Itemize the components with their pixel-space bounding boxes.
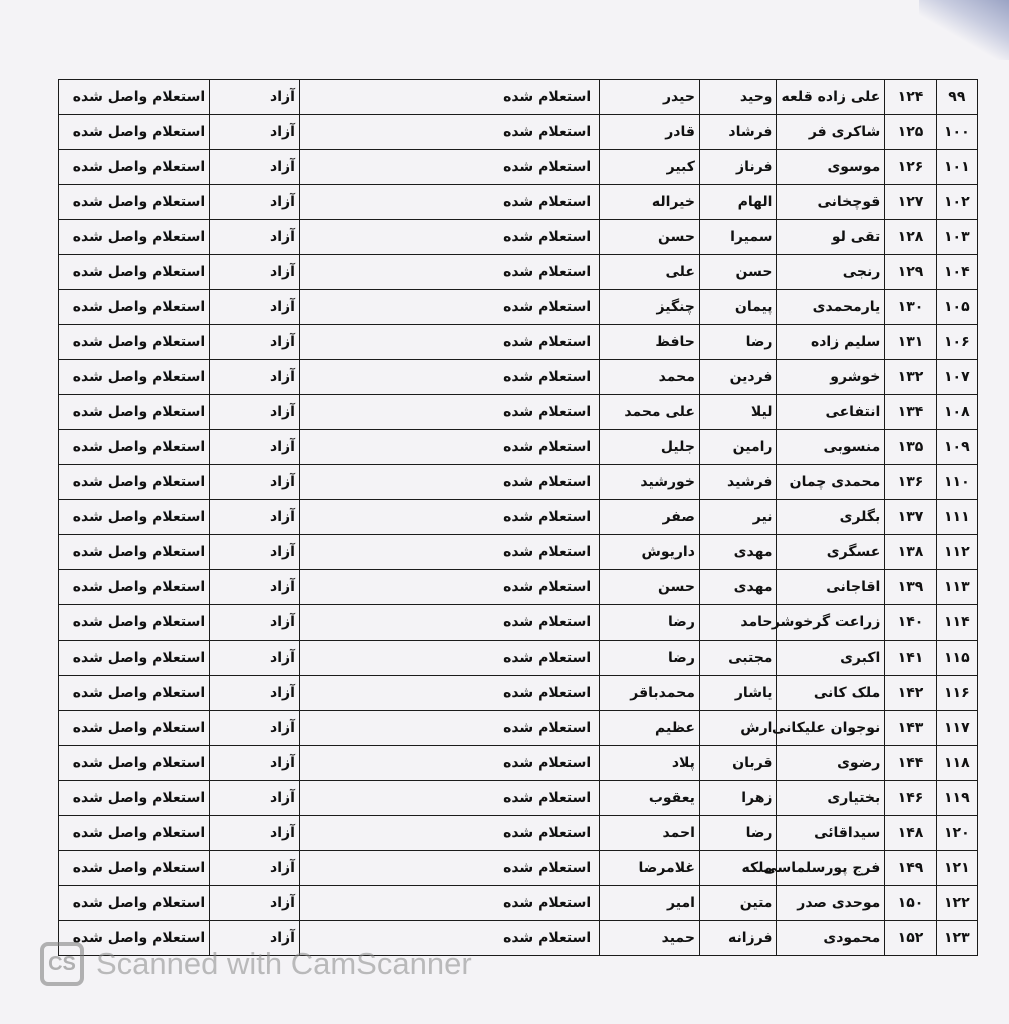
table-row	[59, 395, 978, 430]
table-row	[59, 255, 978, 290]
inquiry-cell: استعلام شده	[299, 290, 599, 325]
code-cell: ۱۴۴	[885, 745, 936, 780]
row-number-cell: ۱۰۲	[936, 185, 977, 220]
father-name-cell: یعقوب	[600, 780, 700, 815]
father-name-cell: حمید	[600, 920, 700, 955]
table-body	[59, 80, 978, 956]
inquiry-cell: استعلام شده	[299, 745, 599, 780]
father-name-cell: صفر	[600, 500, 700, 535]
first-name-cell: فردین	[699, 360, 777, 395]
first-name-cell: نیر	[699, 500, 777, 535]
code-cell: ۱۴۰	[885, 605, 936, 640]
result-cell: استعلام واصل شده	[59, 395, 210, 430]
table-row	[59, 605, 978, 640]
camscanner-watermark	[40, 942, 472, 986]
result-cell: استعلام واصل شده	[59, 675, 210, 710]
table-row	[59, 710, 978, 745]
last-name-cell: عسگری	[777, 535, 885, 570]
row-number-cell: ۹۹	[936, 80, 977, 115]
code-cell: ۱۴۱	[885, 640, 936, 675]
first-name-cell: مهدی	[699, 535, 777, 570]
father-name-cell: احمد	[600, 815, 700, 850]
father-name-cell: جلیل	[600, 430, 700, 465]
result-cell: استعلام واصل شده	[59, 605, 210, 640]
inquiry-cell: استعلام شده	[299, 675, 599, 710]
last-name-cell: زراعت گرخوشر	[777, 605, 885, 640]
row-number-cell: ۱۰۷	[936, 360, 977, 395]
status-cell: آزاد	[210, 500, 300, 535]
code-cell: ۱۳۱	[885, 325, 936, 360]
father-name-cell: حیدر	[600, 80, 700, 115]
code-cell: ۱۳۶	[885, 465, 936, 500]
inquiry-cell: استعلام شده	[299, 150, 599, 185]
result-cell: استعلام واصل شده	[59, 80, 210, 115]
code-cell: ۱۴۶	[885, 780, 936, 815]
code-cell: ۱۵۲	[885, 920, 936, 955]
result-cell: استعلام واصل شده	[59, 360, 210, 395]
row-number-cell: ۱۰۴	[936, 255, 977, 290]
father-name-cell: غلامرضا	[600, 850, 700, 885]
inquiry-cell: استعلام شده	[299, 360, 599, 395]
first-name-cell: سمیرا	[699, 220, 777, 255]
table-row	[59, 850, 978, 885]
last-name-cell: بختیاری	[777, 780, 885, 815]
father-name-cell: قادر	[600, 115, 700, 150]
inquiry-cell: استعلام شده	[299, 850, 599, 885]
first-name-cell: زهرا	[699, 780, 777, 815]
first-name-cell: ارش	[699, 710, 777, 745]
father-name-cell: خیراله	[600, 185, 700, 220]
code-cell: ۱۲۵	[885, 115, 936, 150]
code-cell: ۱۳۴	[885, 395, 936, 430]
result-cell: استعلام واصل شده	[59, 430, 210, 465]
status-cell: آزاد	[210, 220, 300, 255]
result-cell: استعلام واصل شده	[59, 115, 210, 150]
status-cell: آزاد	[210, 710, 300, 745]
father-name-cell: حسن	[600, 570, 700, 605]
table-row	[59, 815, 978, 850]
father-name-cell: رضا	[600, 640, 700, 675]
row-number-cell: ۱۰۱	[936, 150, 977, 185]
father-name-cell: حسن	[600, 220, 700, 255]
father-name-cell: عظیم	[600, 710, 700, 745]
father-name-cell: چنگیز	[600, 290, 700, 325]
status-cell: آزاد	[210, 465, 300, 500]
last-name-cell: انتفاعی	[777, 395, 885, 430]
status-cell: آزاد	[210, 920, 300, 955]
last-name-cell: سلیم زاده	[777, 325, 885, 360]
status-cell: آزاد	[210, 815, 300, 850]
result-cell: استعلام واصل شده	[59, 255, 210, 290]
last-name-cell: یارمحمدی	[777, 290, 885, 325]
first-name-cell: قربان	[699, 745, 777, 780]
status-cell: آزاد	[210, 325, 300, 360]
first-name-cell: حسن	[699, 255, 777, 290]
table-row	[59, 885, 978, 920]
page-corner-shadow	[919, 0, 1009, 60]
code-cell: ۱۲۹	[885, 255, 936, 290]
last-name-cell: نوجوان علیکانی	[777, 710, 885, 745]
table-row	[59, 325, 978, 360]
status-cell: آزاد	[210, 150, 300, 185]
result-cell: استعلام واصل شده	[59, 220, 210, 255]
father-name-cell: علی	[600, 255, 700, 290]
first-name-cell: ملکه	[699, 850, 777, 885]
inquiry-cell: استعلام شده	[299, 500, 599, 535]
status-cell: آزاد	[210, 885, 300, 920]
row-number-cell: ۱۰۳	[936, 220, 977, 255]
table-row	[59, 185, 978, 220]
camscanner-logo-icon: CS	[40, 942, 84, 986]
inquiry-cell: استعلام شده	[299, 535, 599, 570]
inquiry-cell: استعلام شده	[299, 605, 599, 640]
first-name-cell: مهدی	[699, 570, 777, 605]
table-row	[59, 150, 978, 185]
row-number-cell: ۱۱۲	[936, 535, 977, 570]
status-cell: آزاد	[210, 745, 300, 780]
code-cell: ۱۲۷	[885, 185, 936, 220]
inquiry-cell: استعلام شده	[299, 920, 599, 955]
table-row	[59, 675, 978, 710]
status-cell: آزاد	[210, 80, 300, 115]
row-number-cell: ۱۱۹	[936, 780, 977, 815]
first-name-cell: رامین	[699, 430, 777, 465]
row-number-cell: ۱۱۴	[936, 605, 977, 640]
last-name-cell: محمدی چمان	[777, 465, 885, 500]
inquiry-cell: استعلام شده	[299, 570, 599, 605]
inquiry-cell: استعلام شده	[299, 115, 599, 150]
code-cell: ۱۳۲	[885, 360, 936, 395]
father-name-cell: حافظ	[600, 325, 700, 360]
row-number-cell: ۱۱۳	[936, 570, 977, 605]
table-row	[59, 220, 978, 255]
first-name-cell: رضا	[699, 325, 777, 360]
father-name-cell: محمدباقر	[600, 675, 700, 710]
table-row	[59, 430, 978, 465]
last-name-cell: موسوی	[777, 150, 885, 185]
table-row	[59, 360, 978, 395]
last-name-cell: رضوی	[777, 745, 885, 780]
inquiry-cell: استعلام شده	[299, 640, 599, 675]
status-cell: آزاد	[210, 780, 300, 815]
father-name-cell: پلاد	[600, 745, 700, 780]
code-cell: ۱۳۰	[885, 290, 936, 325]
code-cell: ۱۲۸	[885, 220, 936, 255]
first-name-cell: الهام	[699, 185, 777, 220]
last-name-cell: اقاجانی	[777, 570, 885, 605]
status-cell: آزاد	[210, 640, 300, 675]
first-name-cell: وحید	[699, 80, 777, 115]
table-row	[59, 745, 978, 780]
inquiry-cell: استعلام شده	[299, 430, 599, 465]
table-row	[59, 115, 978, 150]
first-name-cell: پیمان	[699, 290, 777, 325]
row-number-cell: ۱۱۰	[936, 465, 977, 500]
row-number-cell: ۱۱۵	[936, 640, 977, 675]
row-number-cell: ۱۲۰	[936, 815, 977, 850]
last-name-cell: محمودی	[777, 920, 885, 955]
status-cell: آزاد	[210, 570, 300, 605]
result-cell: استعلام واصل شده	[59, 465, 210, 500]
inquiry-cell: استعلام شده	[299, 185, 599, 220]
result-cell: استعلام واصل شده	[59, 815, 210, 850]
status-cell: آزاد	[210, 535, 300, 570]
row-number-cell: ۱۰۶	[936, 325, 977, 360]
code-cell: ۱۲۴	[885, 80, 936, 115]
watermark-text: Scanned with CamScanner	[96, 946, 472, 981]
status-cell: آزاد	[210, 395, 300, 430]
first-name-cell: حامد	[699, 605, 777, 640]
result-cell: استعلام واصل شده	[59, 850, 210, 885]
table-row	[59, 465, 978, 500]
inquiry-cell: استعلام شده	[299, 815, 599, 850]
row-number-cell: ۱۱۱	[936, 500, 977, 535]
father-name-cell: خورشید	[600, 465, 700, 500]
first-name-cell: متین	[699, 885, 777, 920]
first-name-cell: فرناز	[699, 150, 777, 185]
father-name-cell: علی محمد	[600, 395, 700, 430]
row-number-cell: ۱۱۸	[936, 745, 977, 780]
row-number-cell: ۱۱۷	[936, 710, 977, 745]
last-name-cell: بگلری	[777, 500, 885, 535]
status-cell: آزاد	[210, 850, 300, 885]
last-name-cell: منسوبی	[777, 430, 885, 465]
result-cell: استعلام واصل شده	[59, 535, 210, 570]
code-cell: ۱۳۷	[885, 500, 936, 535]
last-name-cell: اکبری	[777, 640, 885, 675]
result-cell: استعلام واصل شده	[59, 745, 210, 780]
father-name-cell: امیر	[600, 885, 700, 920]
inquiry-cell: استعلام شده	[299, 710, 599, 745]
last-name-cell: قوچخانی	[777, 185, 885, 220]
code-cell: ۱۳۹	[885, 570, 936, 605]
status-cell: آزاد	[210, 115, 300, 150]
result-cell: استعلام واصل شده	[59, 920, 210, 955]
status-cell: آزاد	[210, 430, 300, 465]
status-cell: آزاد	[210, 185, 300, 220]
row-number-cell: ۱۰۸	[936, 395, 977, 430]
first-name-cell: مجتبی	[699, 640, 777, 675]
code-cell: ۱۳۸	[885, 535, 936, 570]
status-cell: آزاد	[210, 605, 300, 640]
inquiry-cell: استعلام شده	[299, 780, 599, 815]
last-name-cell: شاکری فر	[777, 115, 885, 150]
result-cell: استعلام واصل شده	[59, 780, 210, 815]
row-number-cell: ۱۲۲	[936, 885, 977, 920]
father-name-cell: رضا	[600, 605, 700, 640]
father-name-cell: محمد	[600, 360, 700, 395]
row-number-cell: ۱۲۳	[936, 920, 977, 955]
last-name-cell: فرج پورسلماسی	[777, 850, 885, 885]
row-number-cell: ۱۰۵	[936, 290, 977, 325]
inquiry-cell: استعلام شده	[299, 80, 599, 115]
first-name-cell: یاشار	[699, 675, 777, 710]
last-name-cell: ملک کانی	[777, 675, 885, 710]
status-cell: آزاد	[210, 675, 300, 710]
result-cell: استعلام واصل شده	[59, 710, 210, 745]
code-cell: ۱۴۸	[885, 815, 936, 850]
inquiry-cell: استعلام شده	[299, 255, 599, 290]
result-cell: استعلام واصل شده	[59, 885, 210, 920]
inquiry-cell: استعلام شده	[299, 395, 599, 430]
code-cell: ۱۵۰	[885, 885, 936, 920]
first-name-cell: فرشید	[699, 465, 777, 500]
table-row	[59, 500, 978, 535]
father-name-cell: داریوش	[600, 535, 700, 570]
table-row	[59, 290, 978, 325]
code-cell: ۱۴۲	[885, 675, 936, 710]
code-cell: ۱۴۳	[885, 710, 936, 745]
row-number-cell: ۱۰۹	[936, 430, 977, 465]
first-name-cell: فرشاد	[699, 115, 777, 150]
status-cell: آزاد	[210, 360, 300, 395]
first-name-cell: رضا	[699, 815, 777, 850]
last-name-cell: تقی لو	[777, 220, 885, 255]
first-name-cell: فرزانه	[699, 920, 777, 955]
code-cell: ۱۳۵	[885, 430, 936, 465]
last-name-cell: سیداقائی	[777, 815, 885, 850]
last-name-cell: خوشرو	[777, 360, 885, 395]
last-name-cell: موحدی صدر	[777, 885, 885, 920]
result-cell: استعلام واصل شده	[59, 290, 210, 325]
inquiry-cell: استعلام شده	[299, 885, 599, 920]
code-cell: ۱۴۹	[885, 850, 936, 885]
table-row	[59, 80, 978, 115]
result-cell: استعلام واصل شده	[59, 570, 210, 605]
first-name-cell: لیلا	[699, 395, 777, 430]
result-cell: استعلام واصل شده	[59, 500, 210, 535]
table-row	[59, 640, 978, 675]
inquiry-cell: استعلام شده	[299, 325, 599, 360]
result-cell: استعلام واصل شده	[59, 185, 210, 220]
last-name-cell: علی زاده قلعه	[777, 80, 885, 115]
row-number-cell: ۱۰۰	[936, 115, 977, 150]
row-number-cell: ۱۱۶	[936, 675, 977, 710]
father-name-cell: کبیر	[600, 150, 700, 185]
inquiry-cell: استعلام شده	[299, 220, 599, 255]
inquiry-cell: استعلام شده	[299, 465, 599, 500]
table-row	[59, 780, 978, 815]
result-cell: استعلام واصل شده	[59, 150, 210, 185]
result-cell: استعلام واصل شده	[59, 640, 210, 675]
code-cell: ۱۲۶	[885, 150, 936, 185]
status-cell: آزاد	[210, 290, 300, 325]
last-name-cell: رنجی	[777, 255, 885, 290]
status-cell: آزاد	[210, 255, 300, 290]
result-cell: استعلام واصل شده	[59, 325, 210, 360]
inquiry-table	[58, 79, 978, 956]
table-row	[59, 535, 978, 570]
table-row	[59, 570, 978, 605]
row-number-cell: ۱۲۱	[936, 850, 977, 885]
